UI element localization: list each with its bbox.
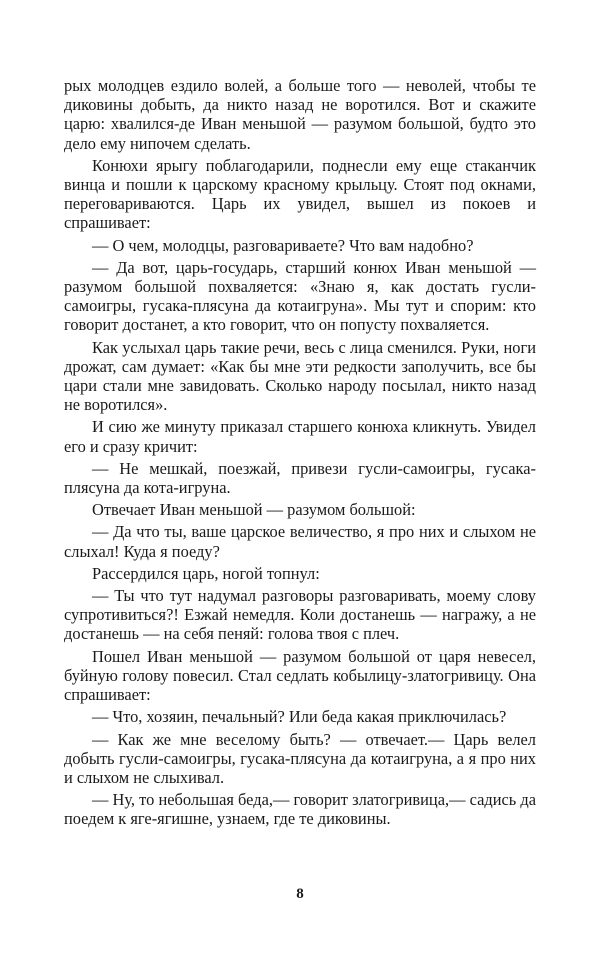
dialogue-line: — Как же мне веселому быть? — отвечает.— Царь велел добыть гусли-самоигры, гусака-плясуна да котаигруна, а я про них и слыхом не слыхивал.: [64, 729, 536, 787]
page-number: 8: [296, 886, 304, 902]
paragraph: Отвечает Иван меньшой — разумом большой:: [92, 500, 416, 520]
body-text: [64, 76, 536, 829]
paragraph: И сию же минуту приказал старшего конюха кликнуть. Увидел его и сразу кричит:: [64, 417, 536, 456]
dialogue-line: — Ты что тут надумал разговоры разговаривать, моему слову супротивиться?! Езжай немедля. Коли достанешь — награжу, а не достанешь — на себя пеняй: голова твоя с плеч.: [64, 586, 536, 644]
paragraph: Пошел Иван меньшой — разумом большой от царя невесел, буйную голову повесил. Стал седлать кобылицу-златогривицу. Она спрашивает:: [64, 646, 536, 705]
paragraph: рых молодцев ездило волей, а больше того — неволей, чтобы те диковины добыть, да никто назад не воротился. Вот и скажите царю: хвалился-де Иван меньшой — разумом большой, будто это дело ему нипочем сделать.: [64, 76, 536, 153]
dialogue-line: — Ну, то небольшая беда,— говорит златогривица,— садись да поедем к яге-ягишне, узнаем, где те диковины.: [64, 790, 536, 829]
dialogue-line: — О чем, молодцы, разговариваете? Что вам надобно?: [92, 235, 474, 255]
dialogue-line: — Да вот, царь-государь, старший конюх Иван меньшой — разумом большой похваляется: «Знаю я, как достать гусли-самоигры, гусака-плясуна да котаигруна». Мы тут и спорим: кто говорит достанет, а кто говорит, что он попусту похваляется.: [64, 257, 536, 335]
paragraph: Как услыхал царь такие речи, весь с лица сменился. Руки, ноги дрожат, сам думает: «Как бы мне эти редкости заполучить, все бы цари стали мне завидовать. Сколько народу посылал, никто назад не воротился».: [64, 337, 536, 415]
dialogue-line: — Да что ты, ваше царское величество, я про них и слыхом не слыхал! Куда я поеду?: [64, 522, 536, 561]
dialogue-line: — Не мешкай, поезжай, привези гусли-самоигры, гусака-плясуна да кота-игруна.: [64, 458, 536, 498]
dialogue-line: — Что, хозяин, печальный? Или беда какая приключилась?: [92, 707, 507, 727]
paragraph: Конюхи ярыгу поблагодарили, поднесли ему еще стаканчик винца и пошли к царскому красному крыльцу. Стоят под окнами, переговариваются. Царь их увидел, вышел из покоев и спрашивает:: [64, 155, 536, 233]
paragraph: Рассердился царь, ногой топнул:: [92, 563, 320, 583]
